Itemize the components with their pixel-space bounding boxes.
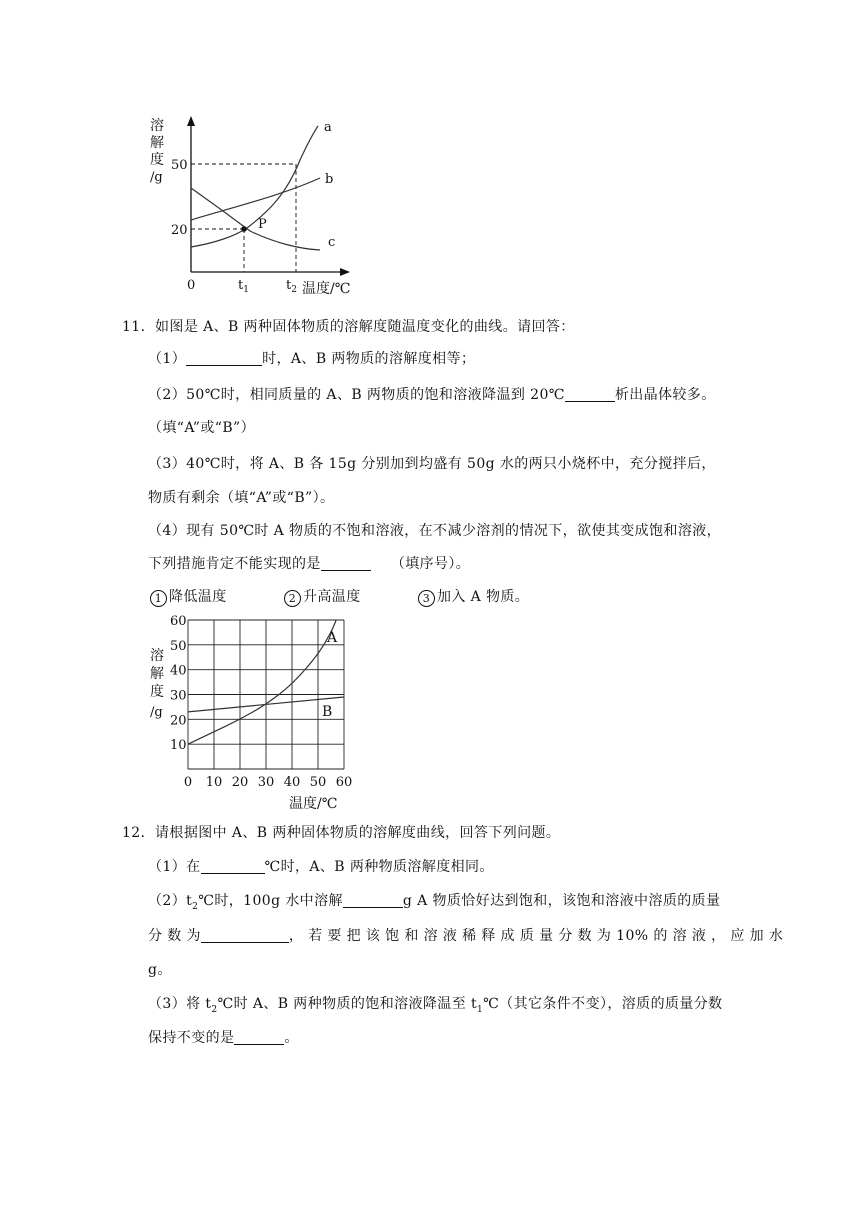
- circled-number-3: 3: [418, 590, 435, 607]
- q12-part3-pre: （3）将 t: [148, 996, 212, 1012]
- q12-part3-sub2: 1: [476, 1004, 484, 1015]
- q11-part2-post: 析出晶体较多。: [614, 387, 716, 403]
- q12-part2-line2-pre: 分 数 为: [148, 928, 201, 944]
- q12-part2-line2-post: ， 若 要 把 该 饱 和 溶 液 稀 释 成 质 量 分 数 为 10% 的 溶 液 ， 应 加 水: [288, 928, 784, 944]
- q12-part3-line1: [148, 993, 723, 1015]
- chart1-x-arrow: [340, 268, 350, 276]
- q12-answer-blank-2b[interactable]: [201, 928, 289, 943]
- q12-answer-blank-3[interactable]: [234, 1030, 284, 1045]
- q12-part2-line2: [148, 925, 783, 945]
- chart1-ylabel-1: 解: [150, 135, 164, 151]
- q11-part2-hint: （填“A”或“B”）: [148, 420, 255, 436]
- chart2-y-ticks: [170, 614, 187, 753]
- q12-part2-mid1: ℃时，100g 水中溶解: [198, 893, 343, 909]
- circled-number-1: 1: [150, 590, 167, 607]
- chart1-curve-b: [191, 178, 320, 220]
- chart1-point-p: [241, 226, 247, 232]
- q11-part1: [148, 348, 475, 368]
- q11-part1-post: 时，A、B 两物质的溶解度相等；: [262, 351, 476, 367]
- q11-part2-pre: （2）50℃时，相同质量的 A、B 两物质的饱和溶液降温到 20℃: [148, 387, 565, 403]
- q11-part4-line1: （4）现有 50℃时 A 物质的不饱和溶液，在不减少溶剂的情况下，欲使其变成饱和溶液，: [148, 523, 722, 539]
- q12-part3-sub1: 2: [211, 1004, 218, 1015]
- q12-part2-line3: g。: [148, 962, 172, 978]
- q11-answer-blank-4[interactable]: [321, 556, 371, 571]
- q11-answer-blank-1[interactable]: [186, 351, 262, 366]
- chart1-curve-label-a: a: [324, 120, 332, 135]
- chart1-ytick-50: 50: [171, 158, 188, 173]
- chart2-ytick: 60: [170, 614, 187, 629]
- chart1-ylabel-0: 溶: [150, 118, 164, 134]
- q11-option-1-text: 降低温度: [169, 589, 227, 605]
- chart1-curve-label-c: c: [328, 235, 336, 250]
- q12-part3-line2: [148, 1027, 299, 1047]
- chart2-xtick: 0: [183, 775, 193, 790]
- chart2-xlabel: 温度/℃: [289, 796, 338, 812]
- chart2-xtick: 10: [205, 775, 223, 790]
- q11-answer-blank-2[interactable]: [565, 387, 615, 402]
- chart2-xtick: 40: [283, 775, 301, 790]
- q11-option-3: [418, 586, 529, 607]
- q12-stem: 12．请根据图中 A、B 两种固体物质的溶解度曲线，回答下列问题。: [122, 825, 561, 841]
- chart2-series-label-a: A: [327, 630, 338, 646]
- q12-part3-post: ℃（其它条件不变），溶质的质量分数: [483, 996, 723, 1012]
- q11-stem: 11．如图是 A、B 两种固体物质的溶解度随温度变化的曲线。请回答：: [122, 319, 575, 335]
- q12-part1: [148, 856, 494, 876]
- q12-part3-line2-pre: 保持不变的是: [148, 1030, 235, 1046]
- q12-part2-pre: （2）t: [148, 893, 193, 909]
- q11-part4-line2: [148, 553, 470, 573]
- chart2-ytick: 20: [170, 713, 187, 729]
- q11-part3-line2: 物质有剩余（填“A”或“B”）。: [148, 490, 335, 506]
- chart2-ylabel-2: 度: [150, 684, 164, 700]
- q12-answer-blank-2a[interactable]: [343, 893, 403, 908]
- chart1-point-label: P: [258, 217, 267, 232]
- q12-part3-line2-post: 。: [284, 1030, 299, 1046]
- chart1-ylabel-3: /g: [150, 170, 163, 185]
- chart2-ytick: 10: [170, 738, 187, 754]
- solubility-chart-1: [140, 108, 370, 298]
- q12-part2-line1: [148, 890, 720, 912]
- circled-number-2: 2: [284, 590, 301, 607]
- solubility-chart-2: [140, 612, 370, 812]
- chart1-y-arrow: [187, 116, 195, 126]
- chart1-xtick-origin: 0: [187, 278, 196, 293]
- chart2-series-label-b: B: [322, 704, 333, 720]
- chart1-curve-label-b: b: [325, 172, 334, 187]
- q11-part2: [148, 384, 716, 404]
- q11-option-1: [150, 586, 227, 607]
- chart2-xtick: 50: [309, 775, 327, 790]
- chart2-ylabel-3: /g: [150, 705, 163, 720]
- chart1-ytick-20: 20: [171, 223, 188, 238]
- chart2-ytick: 30: [170, 688, 187, 704]
- chart2-ylabel-1: 解: [150, 666, 164, 682]
- chart1-ylabel-2: 度: [150, 152, 164, 168]
- chart2-xtick: 20: [231, 775, 249, 790]
- chart1-xtick-t1: $t_1$: [238, 278, 249, 295]
- chart2-ytick: 40: [170, 663, 187, 679]
- q11-part1-pre: （1）: [148, 351, 187, 367]
- q11-part4-pre: 下列措施肯定不能实现的是: [148, 556, 321, 572]
- chart2-ylabel-0: 溶: [150, 648, 164, 664]
- q12-part1-pre: （1）在: [148, 859, 201, 875]
- q12-part3-mid: ℃时 A、B 两种物质的饱和溶液降温至 t: [217, 996, 477, 1012]
- q11-option-2-text: 升高温度: [303, 589, 361, 605]
- chart1-xtick-t2: $t_2$: [286, 278, 297, 295]
- q12-part2-sub: 2: [192, 901, 199, 912]
- chart2-x-ticks: [184, 775, 352, 790]
- q11-option-2: [284, 586, 361, 607]
- chart2-curve-a: [188, 620, 336, 744]
- q12-answer-blank-1[interactable]: [201, 859, 265, 874]
- chart2-ytick: 50: [170, 638, 187, 654]
- chart2-xtick: 60: [335, 775, 353, 790]
- q11-part3-line1: （3）40℃时，将 A、B 各 15g 分别加到均盛有 50g 水的两只小烧杯中，充分搅拌后，: [148, 456, 716, 472]
- q12-part1-post: ℃时，A、B 两种物质溶解度相同。: [264, 859, 494, 875]
- chart2-grid: [188, 620, 344, 769]
- chart1-xlabel: 温度/℃: [302, 281, 351, 297]
- chart1-curve-c: [191, 188, 320, 250]
- chart2-xtick: 30: [257, 775, 275, 790]
- q11-option-3-text: 加入 A 物质。: [437, 589, 530, 605]
- q12-part2-mid2: g A 物质恰好达到饱和，该饱和溶液中溶质的质量: [402, 893, 721, 909]
- q11-part4-post: （填序号）。: [390, 556, 471, 572]
